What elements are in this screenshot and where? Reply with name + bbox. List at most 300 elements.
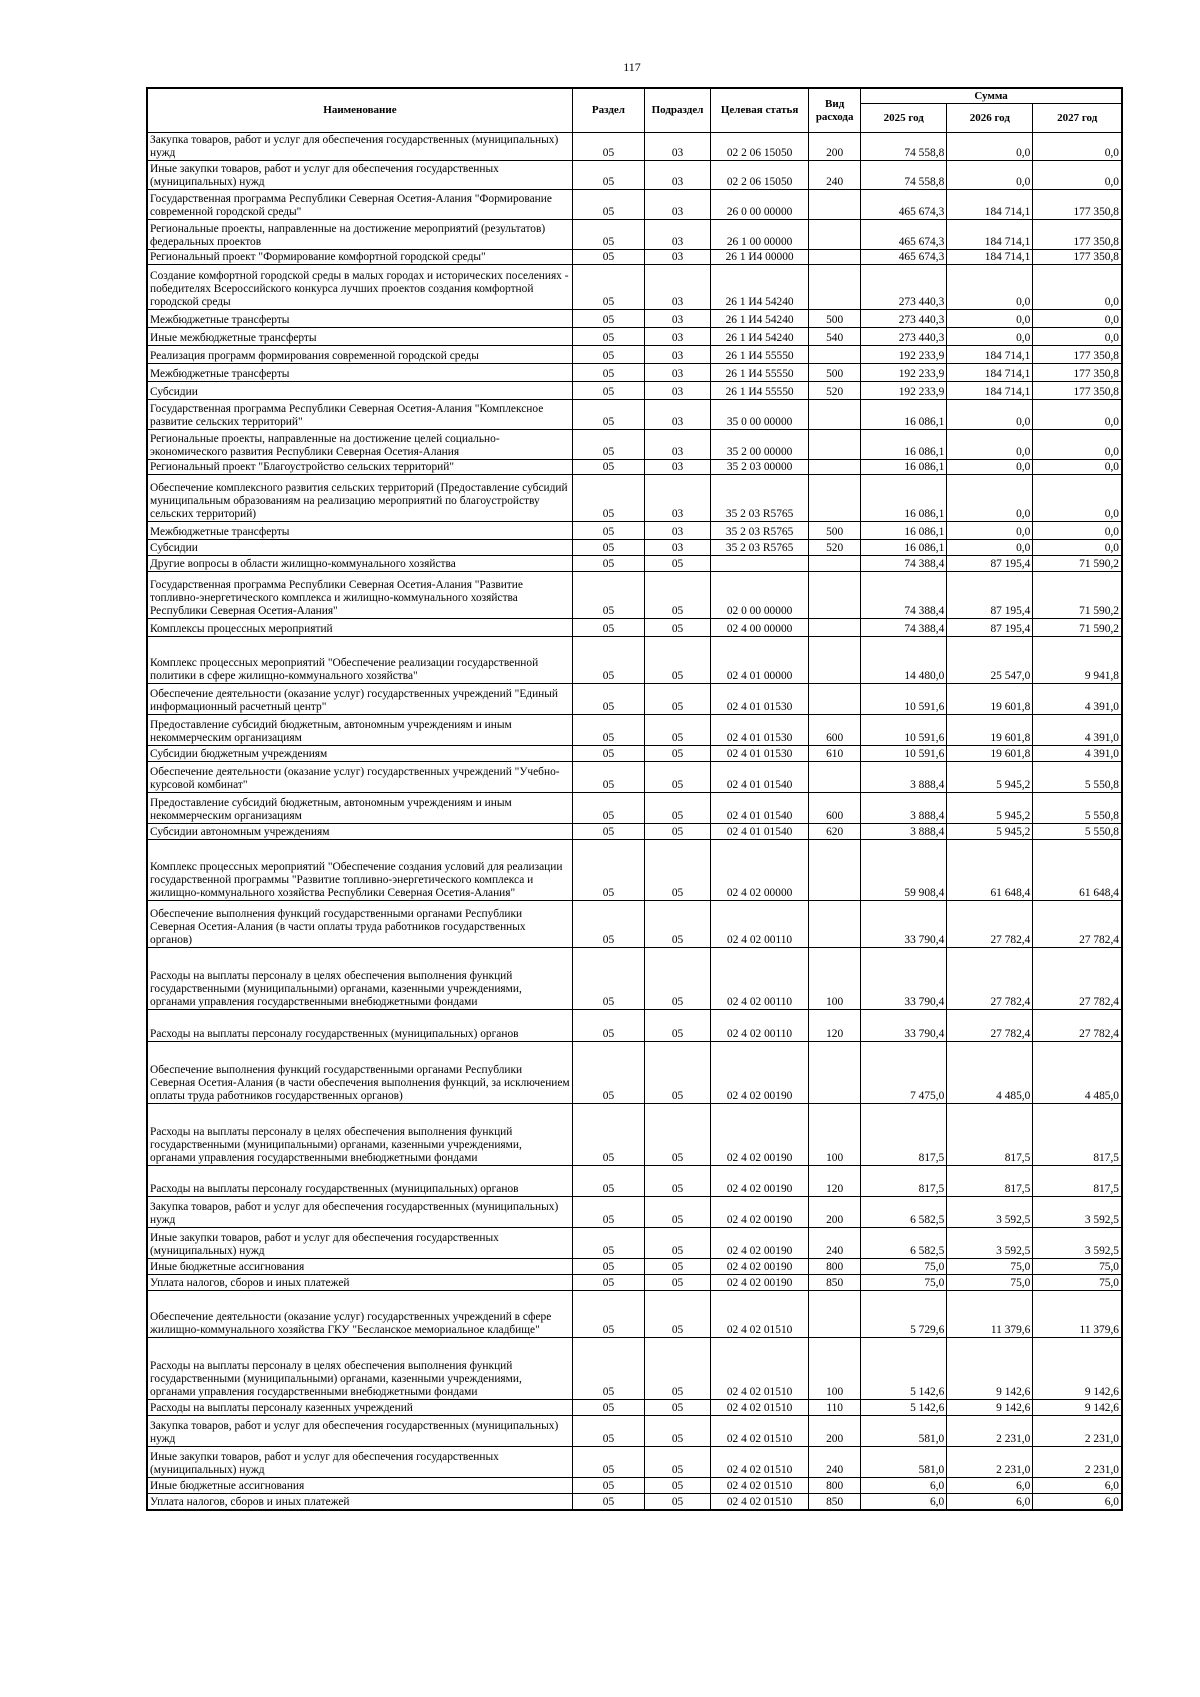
row-sum-2027: 817,5 (1033, 1166, 1122, 1197)
row-razdel: 05 (572, 133, 644, 161)
row-sum-2027: 9 142,6 (1033, 1400, 1122, 1416)
row-vid-rashoda (809, 637, 861, 684)
row-celevaya-statya: 02 0 00 00000 (711, 572, 809, 619)
table-row (147, 460, 1122, 475)
table-row (147, 840, 1122, 901)
table-row (147, 1197, 1122, 1228)
row-sum-2026: 2 231,0 (947, 1447, 1033, 1478)
row-vid-rashoda: 850 (809, 1275, 861, 1291)
row-sum-2027: 0,0 (1033, 133, 1122, 161)
row-celevaya-statya: 02 4 02 01510 (711, 1416, 809, 1447)
row-sum-2026: 184 714,1 (947, 346, 1033, 364)
row-podrazdel: 05 (644, 1291, 710, 1338)
row-vid-rashoda: 800 (809, 1259, 861, 1275)
row-sum-2025: 6,0 (861, 1478, 947, 1494)
row-sum-2027: 0,0 (1033, 460, 1122, 475)
row-podrazdel: 05 (644, 1416, 710, 1447)
row-sum-2027: 4 485,0 (1033, 1042, 1122, 1104)
row-sum-2027: 27 782,4 (1033, 1010, 1122, 1042)
row-sum-2025: 192 233,9 (861, 346, 947, 364)
row-vid-rashoda (809, 901, 861, 948)
row-podrazdel: 03 (644, 460, 710, 475)
row-podrazdel: 03 (644, 265, 710, 310)
row-vid-rashoda: 620 (809, 824, 861, 840)
row-podrazdel: 05 (644, 793, 710, 824)
row-podrazdel: 03 (644, 382, 710, 400)
row-vid-rashoda: 240 (809, 1447, 861, 1478)
row-razdel: 05 (572, 460, 644, 475)
row-sum-2025: 3 888,4 (861, 824, 947, 840)
row-podrazdel: 05 (644, 572, 710, 619)
row-sum-2025: 5 142,6 (861, 1338, 947, 1400)
row-vid-rashoda (809, 400, 861, 430)
row-name: Иные бюджетные ассигнования (147, 1478, 572, 1494)
row-podrazdel: 05 (644, 556, 710, 572)
table-row (147, 265, 1122, 310)
row-celevaya-statya: 02 2 06 15050 (711, 161, 809, 190)
row-podrazdel: 05 (644, 948, 710, 1010)
row-vid-rashoda (809, 430, 861, 460)
row-sum-2027: 4 391,0 (1033, 715, 1122, 746)
row-razdel: 05 (572, 1228, 644, 1259)
row-podrazdel: 03 (644, 133, 710, 161)
row-podrazdel: 05 (644, 1494, 710, 1510)
row-sum-2026: 5 945,2 (947, 824, 1033, 840)
row-sum-2025: 3 888,4 (861, 762, 947, 793)
row-vid-rashoda (809, 190, 861, 220)
header-razdel: Раздел (572, 88, 644, 133)
row-celevaya-statya: 26 1 И4 00000 (711, 250, 809, 265)
row-razdel: 05 (572, 1042, 644, 1104)
row-podrazdel: 05 (644, 824, 710, 840)
budget-table (146, 87, 1123, 1511)
row-celevaya-statya: 35 2 03 R5765 (711, 522, 809, 540)
row-razdel: 05 (572, 948, 644, 1010)
table-row (147, 310, 1122, 328)
row-razdel: 05 (572, 1400, 644, 1416)
row-sum-2025: 817,5 (861, 1166, 947, 1197)
row-podrazdel: 05 (644, 1400, 710, 1416)
row-celevaya-statya: 02 2 06 15050 (711, 133, 809, 161)
row-vid-rashoda: 500 (809, 364, 861, 382)
row-sum-2026: 6,0 (947, 1478, 1033, 1494)
row-name: Региональный проект "Формирование комфортной городской среды" (147, 250, 572, 265)
header-vid-rashoda: Вид расхода (809, 88, 861, 133)
row-sum-2027: 5 550,8 (1033, 793, 1122, 824)
row-sum-2025: 10 591,6 (861, 684, 947, 715)
row-sum-2025: 74 388,4 (861, 556, 947, 572)
row-podrazdel: 03 (644, 475, 710, 522)
table-row (147, 1104, 1122, 1166)
row-name: Межбюджетные трансферты (147, 522, 572, 540)
row-name: Иные закупки товаров, работ и услуг для обеспечения государственных (муниципальных) нужд (147, 1447, 572, 1478)
row-sum-2025: 74 558,8 (861, 133, 947, 161)
row-razdel: 05 (572, 430, 644, 460)
row-podrazdel: 05 (644, 1275, 710, 1291)
row-sum-2027: 817,5 (1033, 1104, 1122, 1166)
row-sum-2027: 5 550,8 (1033, 762, 1122, 793)
row-name: Обеспечение деятельности (оказание услуг) государственных учреждений "Учебно-курсовой комбинат" (147, 762, 572, 793)
row-razdel: 05 (572, 619, 644, 637)
row-razdel: 05 (572, 1166, 644, 1197)
table-row (147, 190, 1122, 220)
row-sum-2026: 0,0 (947, 522, 1033, 540)
row-name: Государственная программа Республики Северная Осетия-Алания "Формирование современной городской среды" (147, 190, 572, 220)
row-celevaya-statya: 02 4 02 01510 (711, 1447, 809, 1478)
row-razdel: 05 (572, 382, 644, 400)
row-name: Региональные проекты, направленные на достижение целей социально-экономического развития Республики Северная Осетия-Алания (147, 430, 572, 460)
row-razdel: 05 (572, 684, 644, 715)
table-row (147, 901, 1122, 948)
row-sum-2027: 71 590,2 (1033, 572, 1122, 619)
row-sum-2025: 5 729,6 (861, 1291, 947, 1338)
row-name: Государственная программа Республики Северная Осетия-Алания "Развитие топливно-энергетического комплекса и жилищно-коммунального хозяйства Республики Северная Осетия-Алания" (147, 572, 572, 619)
row-sum-2026: 75,0 (947, 1275, 1033, 1291)
row-podrazdel: 05 (644, 840, 710, 901)
row-vid-rashoda: 500 (809, 522, 861, 540)
row-celevaya-statya: 02 4 02 01510 (711, 1338, 809, 1400)
row-sum-2026: 27 782,4 (947, 948, 1033, 1010)
row-sum-2025: 10 591,6 (861, 715, 947, 746)
page-number: 117 (623, 60, 641, 74)
row-celevaya-statya: 02 4 01 01530 (711, 715, 809, 746)
row-sum-2025: 75,0 (861, 1275, 947, 1291)
row-sum-2025: 16 086,1 (861, 540, 947, 556)
row-sum-2026: 0,0 (947, 310, 1033, 328)
row-sum-2027: 75,0 (1033, 1275, 1122, 1291)
row-celevaya-statya: 02 4 02 00110 (711, 901, 809, 948)
row-sum-2025: 16 086,1 (861, 400, 947, 430)
row-name: Комплексы процессных мероприятий (147, 619, 572, 637)
table-row (147, 746, 1122, 762)
row-sum-2027: 0,0 (1033, 522, 1122, 540)
row-celevaya-statya: 02 4 02 00190 (711, 1228, 809, 1259)
row-sum-2026: 0,0 (947, 161, 1033, 190)
table-row (147, 1400, 1122, 1416)
row-name: Расходы на выплаты персоналу государственных (муниципальных) органов (147, 1166, 572, 1197)
table-row (147, 619, 1122, 637)
row-razdel: 05 (572, 220, 644, 250)
table-row (147, 522, 1122, 540)
row-name: Межбюджетные трансферты (147, 310, 572, 328)
row-vid-rashoda (809, 250, 861, 265)
row-razdel: 05 (572, 1416, 644, 1447)
row-name: Расходы на выплаты персоналу государственных (муниципальных) органов (147, 1010, 572, 1042)
row-sum-2025: 33 790,4 (861, 948, 947, 1010)
row-sum-2025: 16 086,1 (861, 522, 947, 540)
row-vid-rashoda: 800 (809, 1478, 861, 1494)
row-name: Иные закупки товаров, работ и услуг для обеспечения государственных (муниципальных) нужд (147, 161, 572, 190)
table-row (147, 684, 1122, 715)
row-sum-2027: 71 590,2 (1033, 556, 1122, 572)
row-sum-2027: 9 142,6 (1033, 1338, 1122, 1400)
row-sum-2026: 5 945,2 (947, 762, 1033, 793)
row-celevaya-statya: 26 1 00 00000 (711, 220, 809, 250)
row-razdel: 05 (572, 1291, 644, 1338)
row-podrazdel: 03 (644, 220, 710, 250)
table-row (147, 1416, 1122, 1447)
table-row (147, 1494, 1122, 1510)
row-razdel: 05 (572, 762, 644, 793)
row-sum-2025: 74 388,4 (861, 572, 947, 619)
row-sum-2026: 9 142,6 (947, 1338, 1033, 1400)
row-razdel: 05 (572, 1104, 644, 1166)
row-name: Обеспечение деятельности (оказание услуг) государственных учреждений в сфере жилищно-коммунального хозяйства ГКУ "Бесланское мемориальное кладбище" (147, 1291, 572, 1338)
row-razdel: 05 (572, 364, 644, 382)
row-celevaya-statya: 02 4 02 00190 (711, 1259, 809, 1275)
row-podrazdel: 05 (644, 715, 710, 746)
table-row (147, 1447, 1122, 1478)
row-sum-2027: 6,0 (1033, 1494, 1122, 1510)
row-sum-2027: 177 350,8 (1033, 220, 1122, 250)
row-celevaya-statya: 26 1 И4 54240 (711, 328, 809, 346)
row-sum-2025: 465 674,3 (861, 250, 947, 265)
row-celevaya-statya: 02 4 01 01540 (711, 793, 809, 824)
row-sum-2025: 273 440,3 (861, 310, 947, 328)
row-podrazdel: 05 (644, 1042, 710, 1104)
row-razdel: 05 (572, 793, 644, 824)
table-row (147, 475, 1122, 522)
row-sum-2027: 3 592,5 (1033, 1228, 1122, 1259)
row-sum-2027: 0,0 (1033, 265, 1122, 310)
table-row (147, 400, 1122, 430)
row-podrazdel: 05 (644, 1228, 710, 1259)
row-podrazdel: 05 (644, 637, 710, 684)
row-razdel: 05 (572, 540, 644, 556)
row-name: Расходы на выплаты персоналу в целях обеспечения выполнения функций государственными (муниципальными) органами, казенными учреждениями, органами управления государственными внебюджетными фондами (147, 1338, 572, 1400)
row-razdel: 05 (572, 1259, 644, 1275)
row-name: Предоставление субсидий бюджетным, автономным учреждениям и иным некоммерческим организациям (147, 793, 572, 824)
row-sum-2026: 87 195,4 (947, 556, 1033, 572)
row-name: Комплекс процессных мероприятий "Обеспечение реализации государственной политики в сфере жилищно-коммунального хозяйства" (147, 637, 572, 684)
row-sum-2026: 0,0 (947, 328, 1033, 346)
row-sum-2025: 74 558,8 (861, 161, 947, 190)
row-celevaya-statya: 02 4 00 00000 (711, 619, 809, 637)
row-sum-2027: 9 941,8 (1033, 637, 1122, 684)
row-sum-2026: 2 231,0 (947, 1416, 1033, 1447)
row-sum-2025: 16 086,1 (861, 430, 947, 460)
row-vid-rashoda (809, 346, 861, 364)
header-podrazdel: Подраздел (644, 88, 710, 133)
row-sum-2025: 273 440,3 (861, 328, 947, 346)
row-sum-2027: 2 231,0 (1033, 1447, 1122, 1478)
row-sum-2025: 14 480,0 (861, 637, 947, 684)
row-sum-2026: 6,0 (947, 1494, 1033, 1510)
row-razdel: 05 (572, 1338, 644, 1400)
row-podrazdel: 03 (644, 190, 710, 220)
row-sum-2025: 192 233,9 (861, 382, 947, 400)
row-sum-2026: 0,0 (947, 430, 1033, 460)
row-sum-2025: 3 888,4 (861, 793, 947, 824)
row-sum-2025: 6,0 (861, 1494, 947, 1510)
row-sum-2027: 0,0 (1033, 475, 1122, 522)
row-razdel: 05 (572, 522, 644, 540)
row-name: Субсидии автономным учреждениям (147, 824, 572, 840)
row-celevaya-statya: 35 2 03 R5765 (711, 540, 809, 556)
table-row (147, 161, 1122, 190)
row-celevaya-statya: 02 4 02 01510 (711, 1494, 809, 1510)
row-name: Обеспечение деятельности (оказание услуг) государственных учреждений "Единый информационный расчетный центр" (147, 684, 572, 715)
row-sum-2026: 0,0 (947, 475, 1033, 522)
row-sum-2025: 273 440,3 (861, 265, 947, 310)
table-row (147, 364, 1122, 382)
row-sum-2025: 6 582,5 (861, 1228, 947, 1259)
row-razdel: 05 (572, 746, 644, 762)
row-vid-rashoda: 520 (809, 540, 861, 556)
row-vid-rashoda (809, 840, 861, 901)
table-row (147, 382, 1122, 400)
row-razdel: 05 (572, 250, 644, 265)
row-sum-2026: 184 714,1 (947, 250, 1033, 265)
row-podrazdel: 05 (644, 1010, 710, 1042)
row-sum-2025: 33 790,4 (861, 901, 947, 948)
row-razdel: 05 (572, 1010, 644, 1042)
row-celevaya-statya: 02 4 02 00190 (711, 1275, 809, 1291)
row-sum-2025: 74 388,4 (861, 619, 947, 637)
row-vid-rashoda (809, 1042, 861, 1104)
row-sum-2026: 27 782,4 (947, 901, 1033, 948)
row-celevaya-statya: 26 0 00 00000 (711, 190, 809, 220)
row-name: Расходы на выплаты персоналу казенных учреждений (147, 1400, 572, 1416)
row-razdel: 05 (572, 1447, 644, 1478)
row-celevaya-statya: 02 4 02 01510 (711, 1291, 809, 1338)
row-name: Обеспечение выполнения функций государственными органами Республики Северная Осетия-Алания (в части оплаты труда работников государственных органов) (147, 901, 572, 948)
table-row (147, 346, 1122, 364)
table-row (147, 1259, 1122, 1275)
row-sum-2027: 4 391,0 (1033, 746, 1122, 762)
row-name: Реализация программ формирования современной городской среды (147, 346, 572, 364)
row-sum-2025: 75,0 (861, 1259, 947, 1275)
row-name: Создание комфортной городской среды в малых городах и исторических поселениях - победителях Всероссийского конкурса лучших проектов создания комфортной городской среды (147, 265, 572, 310)
row-sum-2026: 75,0 (947, 1259, 1033, 1275)
row-razdel: 05 (572, 265, 644, 310)
row-vid-rashoda: 240 (809, 161, 861, 190)
row-sum-2026: 87 195,4 (947, 619, 1033, 637)
row-razdel: 05 (572, 1275, 644, 1291)
table-row (147, 250, 1122, 265)
row-vid-rashoda: 110 (809, 1400, 861, 1416)
row-name: Субсидии бюджетным учреждениям (147, 746, 572, 762)
row-vid-rashoda: 200 (809, 1416, 861, 1447)
row-sum-2027: 2 231,0 (1033, 1416, 1122, 1447)
row-celevaya-statya: 26 1 И4 54240 (711, 265, 809, 310)
table-row (147, 1275, 1122, 1291)
row-razdel: 05 (572, 637, 644, 684)
row-celevaya-statya: 02 4 02 00190 (711, 1042, 809, 1104)
header-year-2025: 2025 год (861, 104, 947, 133)
row-razdel: 05 (572, 715, 644, 746)
row-sum-2026: 184 714,1 (947, 190, 1033, 220)
row-sum-2027: 71 590,2 (1033, 619, 1122, 637)
row-celevaya-statya: 02 4 01 01540 (711, 824, 809, 840)
row-name: Расходы на выплаты персоналу в целях обеспечения выполнения функций государственными (муниципальными) органами, казенными учреждениями, органами управления государственными внебюджетными фондами (147, 948, 572, 1010)
row-name: Иные бюджетные ассигнования (147, 1259, 572, 1275)
row-razdel: 05 (572, 572, 644, 619)
row-name: Межбюджетные трансферты (147, 364, 572, 382)
row-name: Закупка товаров, работ и услуг для обеспечения государственных (муниципальных) нужд (147, 1197, 572, 1228)
row-celevaya-statya: 02 4 02 00110 (711, 1010, 809, 1042)
row-sum-2026: 184 714,1 (947, 382, 1033, 400)
row-name: Уплата налогов, сборов и иных платежей (147, 1275, 572, 1291)
row-sum-2026: 0,0 (947, 540, 1033, 556)
row-sum-2027: 0,0 (1033, 430, 1122, 460)
row-vid-rashoda: 120 (809, 1010, 861, 1042)
row-vid-rashoda: 100 (809, 1104, 861, 1166)
row-celevaya-statya: 02 4 01 00000 (711, 637, 809, 684)
row-vid-rashoda: 100 (809, 948, 861, 1010)
row-podrazdel: 03 (644, 540, 710, 556)
row-name: Уплата налогов, сборов и иных платежей (147, 1494, 572, 1510)
row-sum-2025: 817,5 (861, 1104, 947, 1166)
table-row (147, 1010, 1122, 1042)
row-podrazdel: 03 (644, 430, 710, 460)
row-podrazdel: 05 (644, 746, 710, 762)
table-header (147, 88, 1122, 133)
row-vid-rashoda (809, 460, 861, 475)
row-celevaya-statya: 02 4 02 01510 (711, 1478, 809, 1494)
row-celevaya-statya: 02 4 01 01540 (711, 762, 809, 793)
table-row (147, 793, 1122, 824)
row-razdel: 05 (572, 901, 644, 948)
header-summa: Сумма (861, 88, 1122, 104)
row-sum-2027: 3 592,5 (1033, 1197, 1122, 1228)
row-sum-2026: 9 142,6 (947, 1400, 1033, 1416)
row-sum-2025: 465 674,3 (861, 220, 947, 250)
row-podrazdel: 05 (644, 1259, 710, 1275)
row-razdel: 05 (572, 400, 644, 430)
row-vid-rashoda (809, 1291, 861, 1338)
row-razdel: 05 (572, 840, 644, 901)
row-celevaya-statya: 35 2 03 R5765 (711, 475, 809, 522)
header-year-2027: 2027 год (1033, 104, 1122, 133)
row-sum-2027: 0,0 (1033, 310, 1122, 328)
row-sum-2027: 177 350,8 (1033, 190, 1122, 220)
row-celevaya-statya: 02 4 01 01530 (711, 746, 809, 762)
table-row (147, 1166, 1122, 1197)
row-name: Субсидии (147, 540, 572, 556)
row-vid-rashoda (809, 265, 861, 310)
row-sum-2026: 3 592,5 (947, 1228, 1033, 1259)
table-row (147, 1228, 1122, 1259)
row-vid-rashoda (809, 684, 861, 715)
table-row (147, 328, 1122, 346)
row-sum-2025: 5 142,6 (861, 1400, 947, 1416)
row-vid-rashoda (809, 572, 861, 619)
row-sum-2027: 177 350,8 (1033, 250, 1122, 265)
row-sum-2025: 7 475,0 (861, 1042, 947, 1104)
row-podrazdel: 05 (644, 1104, 710, 1166)
row-vid-rashoda: 200 (809, 133, 861, 161)
row-podrazdel: 05 (644, 1338, 710, 1400)
table-row (147, 637, 1122, 684)
table-row (147, 1338, 1122, 1400)
row-sum-2026: 0,0 (947, 133, 1033, 161)
row-sum-2027: 6,0 (1033, 1478, 1122, 1494)
row-name: Государственная программа Республики Северная Осетия-Алания "Комплексное развитие сельских территорий" (147, 400, 572, 430)
row-razdel: 05 (572, 310, 644, 328)
row-celevaya-statya: 26 1 И4 55550 (711, 364, 809, 382)
row-celevaya-statya: 26 1 И4 55550 (711, 382, 809, 400)
row-name: Обеспечение комплексного развития сельских территорий (Предоставление субсидий муниципальным образованиям на реализацию мероприятий по благоустройству сельских территорий) (147, 475, 572, 522)
row-razdel: 05 (572, 346, 644, 364)
table-row (147, 948, 1122, 1010)
table-row (147, 824, 1122, 840)
row-sum-2025: 10 591,6 (861, 746, 947, 762)
table-row (147, 430, 1122, 460)
row-name: Закупка товаров, работ и услуг для обеспечения государственных (муниципальных) нужд (147, 1416, 572, 1447)
row-vid-rashoda: 120 (809, 1166, 861, 1197)
row-podrazdel: 05 (644, 1197, 710, 1228)
